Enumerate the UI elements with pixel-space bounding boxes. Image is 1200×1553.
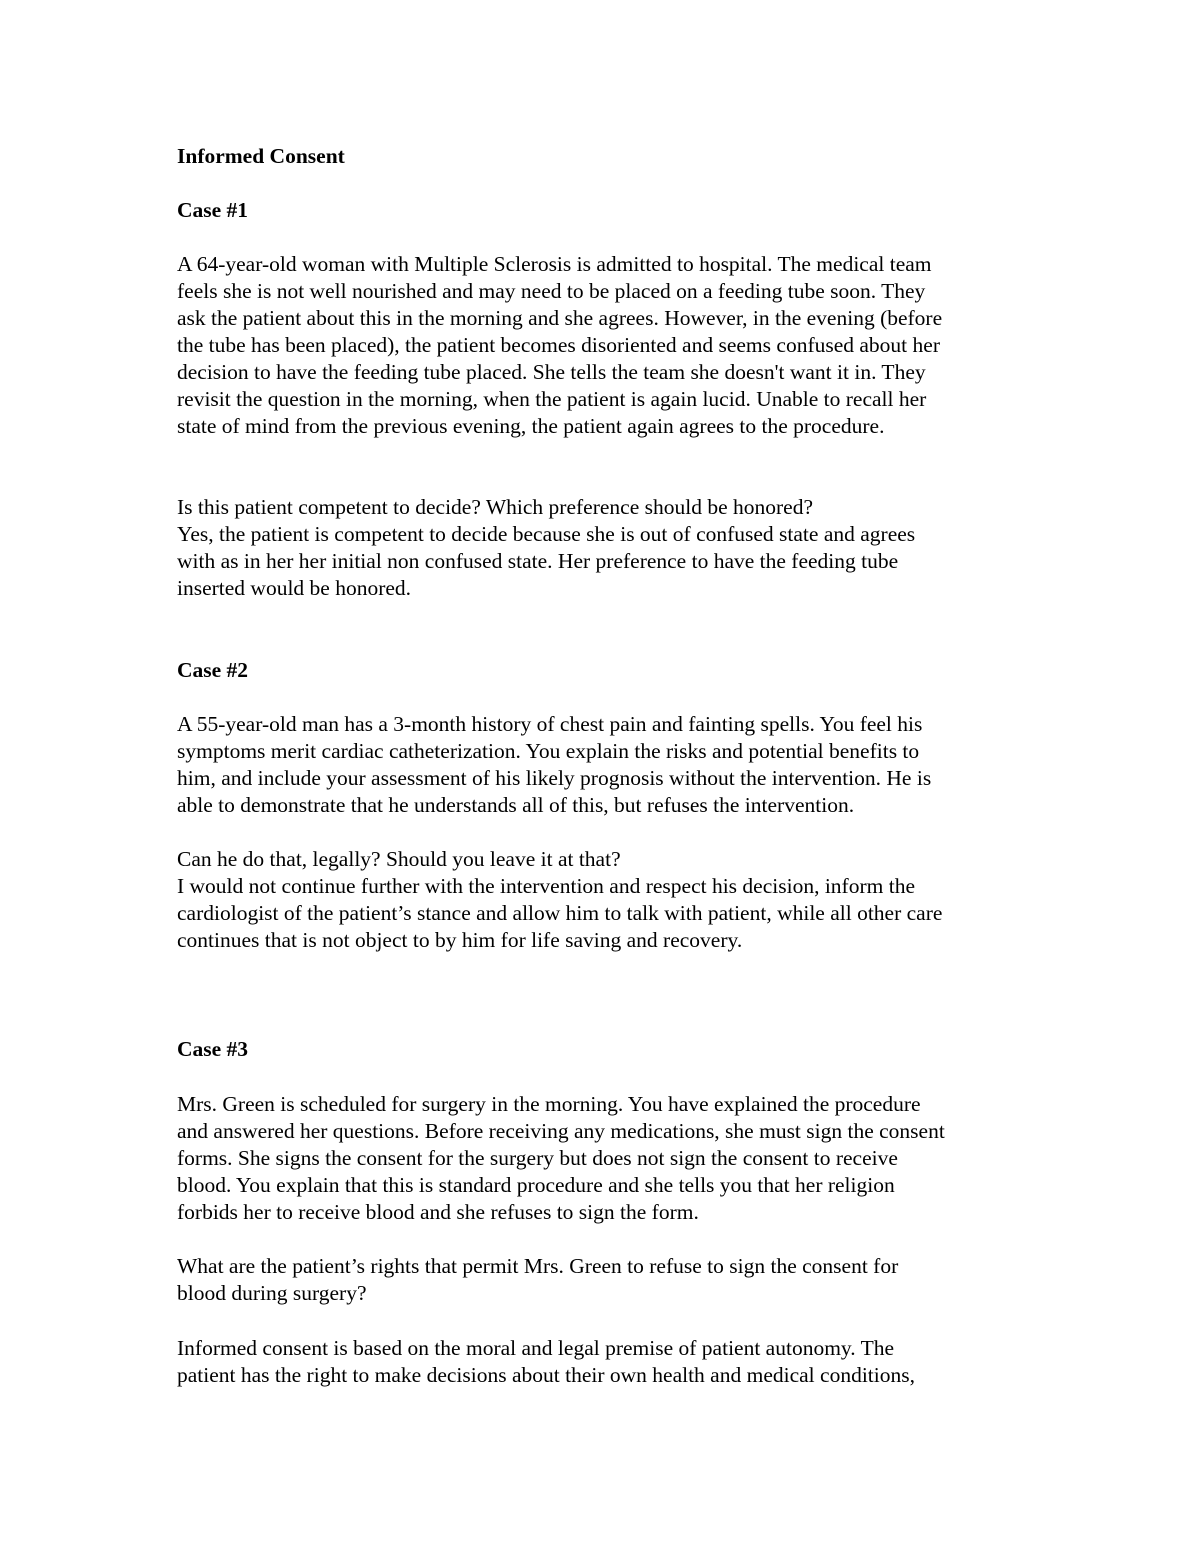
case-1-scenario-line: state of mind from the previous evening, the patient again agrees to the procedure. [177,414,885,438]
document-title: Informed Consent [177,144,345,168]
case-2-answer-line: continues that is not object to by him for life saving and recovery. [177,928,743,952]
case-2-heading: Case #2 [177,658,249,682]
case-3-scenario-line: and answered her questions. Before receiving any medications, she must sign the consent [177,1119,945,1143]
case-3-scenario-line: forbids her to receive blood and she refuses to sign the form. [177,1200,699,1224]
case-3-question-line: blood during surgery? [177,1281,367,1305]
case-3-answer-line: Informed consent is based on the moral and legal premise of patient autonomy. The [177,1336,895,1360]
case-1-answer-line: with as in her her initial non confused state. Her preference to have the feeding tube [177,549,899,573]
case-3-question-line: What are the patient’s rights that permit Mrs. Green to refuse to sign the consent for [177,1254,899,1278]
case-1-heading: Case #1 [177,198,249,222]
case-2-answer-line: cardiologist of the patient’s stance and allow him to talk with patient, while all other care [177,901,943,925]
case-1-question: Is this patient competent to decide? Which preference should be honored? [177,495,814,519]
case-1-scenario-line: feels she is not well nourished and may need to be placed on a feeding tube soon. They [177,279,926,303]
case-2-answer-line: I would not continue further with the intervention and respect his decision, inform the [177,874,915,898]
case-1-scenario-line: the tube has been placed), the patient becomes disoriented and seems confused about her [177,333,940,357]
case-3-answer-line: patient has the right to make decisions about their own health and medical conditions, [177,1363,915,1387]
case-3-scenario-line: blood. You explain that this is standard procedure and she tells you that her religion [177,1173,895,1197]
case-3-scenario-line: Mrs. Green is scheduled for surgery in the morning. You have explained the procedure [177,1092,921,1116]
case-1-scenario-line: decision to have the feeding tube placed. She tells the team she doesn't want it in. They [177,360,926,384]
case-3-heading: Case #3 [177,1037,249,1061]
case-2-scenario-line: symptoms merit cardiac catheterization. You explain the risks and potential benefits to [177,739,920,763]
case-2-scenario-line: A 55-year-old man has a 3-month history of chest pain and fainting spells. You feel his [177,712,923,736]
case-1-scenario-line: revisit the question in the morning, when the patient is again lucid. Unable to recall her [177,387,927,411]
case-1-scenario-line: ask the patient about this in the morning and she agrees. However, in the evening (before [177,306,943,330]
case-1-answer-line: inserted would be honored. [177,576,412,600]
case-2-question: Can he do that, legally? Should you leave it at that? [177,847,621,871]
case-3-scenario-line: forms. She signs the consent for the surgery but does not sign the consent to receive [177,1146,898,1170]
case-1-scenario-line: A 64-year-old woman with Multiple Sclerosis is admitted to hospital. The medical team [177,252,932,276]
case-2-scenario-line: him, and include your assessment of his likely prognosis without the intervention. He is [177,766,932,790]
case-1-answer-line: Yes, the patient is competent to decide because she is out of confused state and agrees [177,522,916,546]
case-2-scenario-line: able to demonstrate that he understands all of this, but refuses the intervention. [177,793,855,817]
